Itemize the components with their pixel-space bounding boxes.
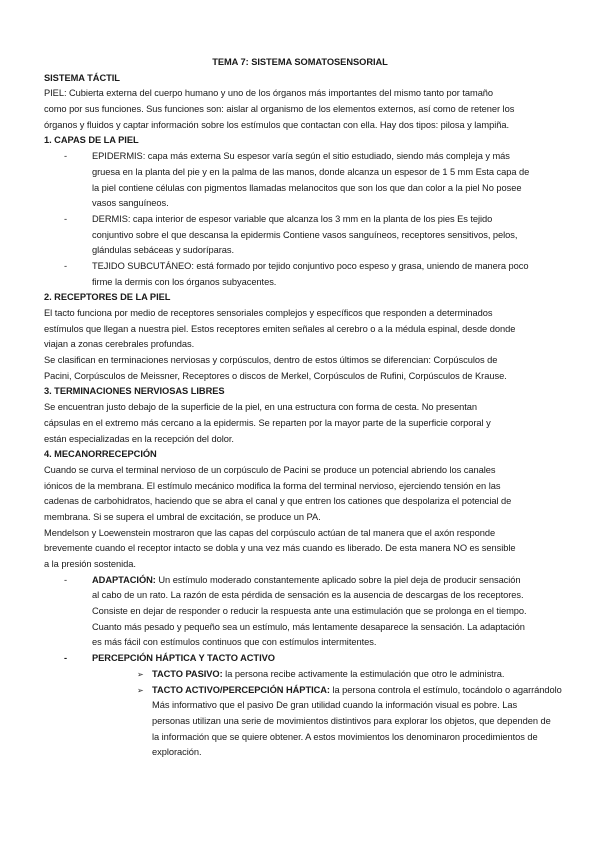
list-text: glándulas sebáceas y sudoríparas. bbox=[92, 245, 235, 256]
list-text: la piel contiene células con pigmentos llamadas melanocitos que son los que dan color a la piel No posee bbox=[92, 182, 522, 193]
paragraph-line: Mendelson y Loewenstein mostraron que las capas del corpúsculo actúan de tal manera que el axón responde bbox=[44, 527, 496, 538]
paragraph-line: Pacini, Corpúsculos de Meissner, Receptores o discos de Merkel, Corpúsculos de Rufini, Corpúsculos de Krause. bbox=[44, 370, 507, 381]
list-text: exploración. bbox=[152, 747, 202, 758]
paragraph-line: Cuando se curva el terminal nervioso de un corpúsculo de Pacini se produce un potencial abriendo los canales bbox=[44, 464, 496, 475]
list-text: personas utilizan una serie de movimientos distintivos para explorar los objetos, que dependen de bbox=[152, 715, 551, 726]
dash-bullet-icon: - bbox=[64, 151, 68, 162]
paragraph-line: cadenas de carbohidratos, haciendo que se abra el canal y que entren los cationes que despolariza el potencial de bbox=[44, 496, 512, 507]
list-item-epidermis bbox=[0, 149, 600, 165]
term-label: TACTO ACTIVO/PERCEPCIÓN HÁPTICA: bbox=[152, 684, 330, 695]
paragraph-line: a la presión sostenida. bbox=[44, 559, 136, 569]
paragraph-line: como por sus funciones. Sus funciones son: aislar al organismo de los elementos externos, así como de retener los bbox=[44, 104, 515, 115]
heading-receptores: 2. RECEPTORES DE LA PIEL bbox=[44, 292, 171, 303]
dash-bullet-icon: - bbox=[64, 213, 68, 224]
list-text: la información que se quiere obtener. A estos movimientos los denominaron procedimientos de bbox=[152, 731, 538, 742]
list-item-dermis bbox=[0, 212, 600, 228]
list-text: firme la dermis con los órganos subyacentes. bbox=[92, 276, 277, 287]
list-item-tejido bbox=[0, 259, 600, 275]
heading-mecanorrecepcion: 4. MECANORRECEPCIÓN bbox=[44, 449, 157, 460]
list-item-adaptacion bbox=[0, 573, 600, 589]
paragraph-line: iónicos de la membrana. El estímulo mecánico modifica la forma del terminal nervioso, ejerciendo tensión en las bbox=[44, 480, 501, 491]
list-text: Cuanto más pesado y pequeño sea un estímulo, más lentamente desaparece la sensación. La adaptación bbox=[92, 621, 525, 632]
list-text: DERMIS: capa interior de espesor variable que alcanza los 3 mm en la planta de los pies Es tejido bbox=[92, 213, 493, 224]
dash-bullet-icon: - bbox=[64, 653, 68, 664]
list-text: Un estímulo moderado constantemente aplicado sobre la piel deja de producir sensación bbox=[155, 574, 521, 585]
document-page bbox=[0, 55, 600, 761]
paragraph-line: PIEL: Cubierta externa del cuerpo humano y uno de los órganos más importantes del mismo tanto por tamaño bbox=[44, 88, 494, 99]
dash-bullet-icon: - bbox=[64, 260, 68, 271]
paragraph-line: viajan a zonas cerebrales profundas. bbox=[44, 339, 195, 350]
list-item-percepcion bbox=[0, 651, 600, 667]
list-text: es más fácil con estímulos continuos que con estímulos intermitentes. bbox=[92, 637, 377, 648]
paragraph-line: órganos y fluidos y captar información sobre los estímulos que contactan con ella. Hay dos tipos: pilosa y lampiña. bbox=[44, 119, 510, 130]
list-text: gruesa en la planta del pie y en la palma de las manos, donde alcanza un espesor de 1 5 mm Esta capa de bbox=[92, 166, 530, 177]
list-text: vasos sanguíneos. bbox=[92, 198, 169, 209]
list-text: la persona recibe activamente la estimulación que otro le administra. bbox=[222, 668, 505, 679]
sublist-item-tacto-activo bbox=[0, 683, 600, 699]
heading-terminaciones: 3. TERMINACIONES NERVIOSAS LIBRES bbox=[44, 386, 225, 397]
list-text: Más informativo que el pasivo De gran utilidad cuando la información visual es pobre. Las bbox=[152, 700, 518, 711]
term-label: TACTO PASIVO: bbox=[152, 668, 223, 679]
arrow-bullet-icon: ➢ bbox=[137, 685, 144, 695]
paragraph-line: Se encuentran justo debajo de la superficie de la piel, en una estructura con forma de cesta. No presentan bbox=[44, 402, 477, 413]
document-title: TEMA 7: SISTEMA SOMATOSENSORIAL bbox=[212, 57, 388, 67]
list-text: la persona controla el estímulo, tocándolo o agarrándolo bbox=[329, 684, 562, 695]
heading-capas-piel: 1. CAPAS DE LA PIEL bbox=[44, 135, 139, 146]
list-text: conjuntivo sobre el que descansa la epidermis Contiene vasos sanguíneos, receptores sensitivos, pelos, bbox=[92, 229, 518, 240]
list-text: TEJIDO SUBCUTÁNEO: está formado por tejido conjuntivo poco espeso y grasa, uniendo de manera poco bbox=[92, 260, 529, 271]
list-text: al cabo de un rato. La razón de esta pérdida de sensación es la ausencia de descargas de los receptores. bbox=[92, 590, 524, 601]
paragraph-line: están especializadas en la recepción del dolor. bbox=[44, 433, 234, 444]
paragraph-line: Se clasifican en terminaciones nerviosas y corpúsculos, dentro de estos últimos se diferencian: Corpúsculos de bbox=[44, 355, 498, 366]
list-text: PERCEPCIÓN HÁPTICA Y TACTO ACTIVO bbox=[92, 653, 275, 664]
heading-sistema-tactil: SISTEMA TÁCTIL bbox=[44, 72, 120, 83]
paragraph-line: brevemente cuando el receptor intacto se dobla y una vez más cuando es liberado. De esta manera NO es sensible bbox=[44, 543, 516, 554]
term-label: ADAPTACIÓN: bbox=[92, 574, 156, 585]
paragraph-line: estímulos que llegan a nuestra piel. Estos receptores emiten señales al cerebro o a la médula espinal, desde donde bbox=[44, 323, 516, 334]
paragraph-line: cápsulas en el extremo más cercano a la epidermis. Se reparten por la mayor parte de la superficie corporal y bbox=[44, 417, 491, 428]
list-text: Consiste en dejar de responder o reducir la respuesta ante una estimulación que se prolonga en el tiempo. bbox=[92, 606, 527, 617]
list-text: EPIDERMIS: capa más externa Su espesor varía según el sitio estudiado, siendo más compleja y más bbox=[92, 151, 510, 162]
paragraph-line: El tacto funciona por medio de receptores sensoriales complejos y específicos que responden a determinados bbox=[44, 308, 493, 318]
paragraph-line: membrana. Si se supera el umbral de excitación, se produce un PA. bbox=[44, 511, 321, 522]
sublist-item-tacto-pasivo bbox=[0, 667, 600, 683]
dash-bullet-icon: - bbox=[64, 574, 68, 585]
arrow-bullet-icon: ➢ bbox=[137, 669, 144, 679]
